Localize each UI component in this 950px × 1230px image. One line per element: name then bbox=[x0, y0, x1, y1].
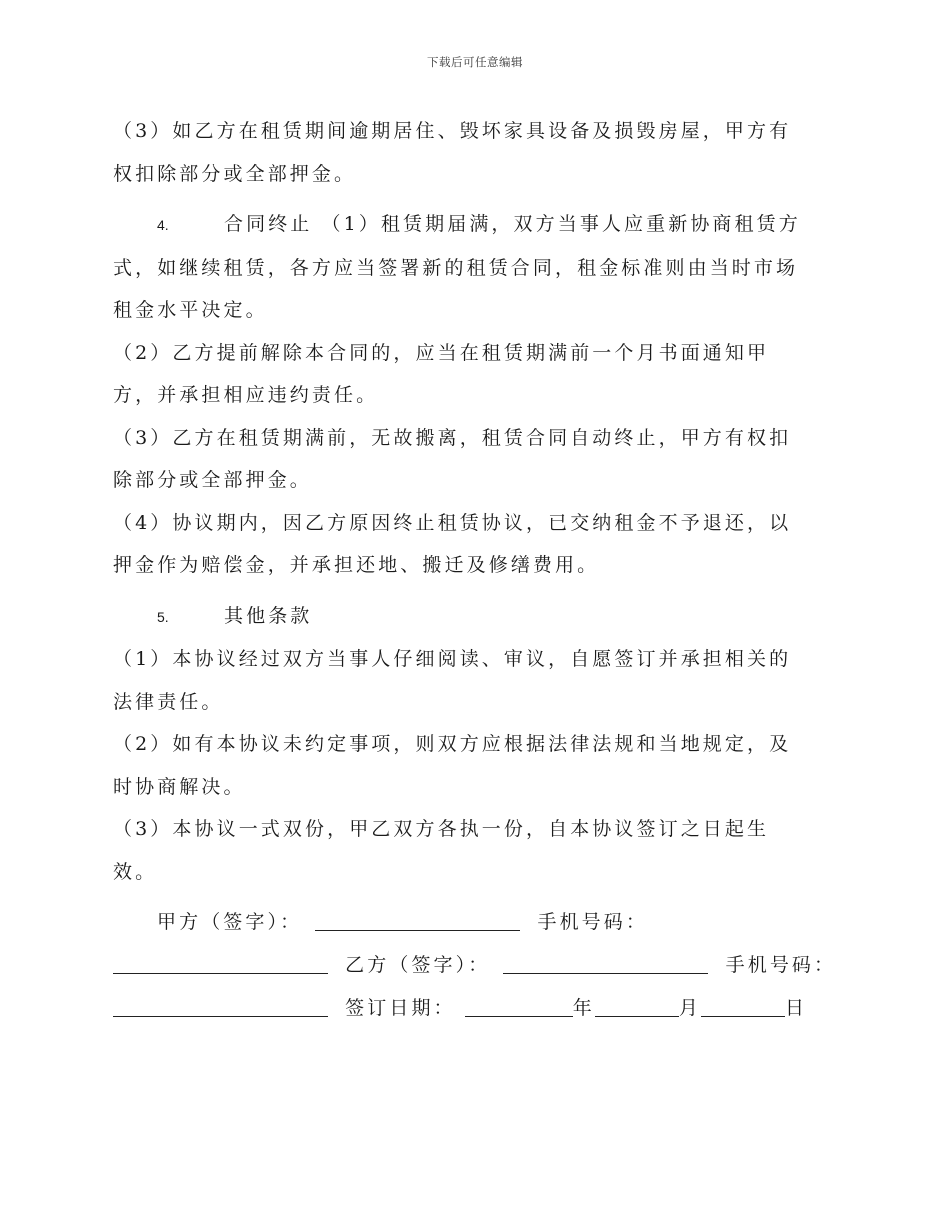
party-b-signature-field[interactable] bbox=[503, 951, 708, 974]
day-field[interactable] bbox=[701, 994, 785, 1017]
section-4 bbox=[113, 203, 803, 332]
year-field[interactable] bbox=[465, 994, 573, 1017]
clause-3-3: （3）如乙方在租赁期间逾期居住、毁坏家具设备及损毁房屋，甲方有权扣除部分或全部押金。 bbox=[113, 120, 792, 185]
signature-line-1 bbox=[113, 901, 803, 944]
day-label: 日 bbox=[785, 997, 808, 1019]
party-a-signature-field[interactable] bbox=[315, 908, 520, 931]
signature-line-2 bbox=[113, 944, 837, 987]
party-b-phone-field[interactable] bbox=[113, 994, 328, 1017]
document-body bbox=[113, 110, 837, 1030]
section-4-text: 合同终止 （1）租赁期届满，双方当事人应重新协商租赁方式，如继续租赁，各方应当签署新的租赁合同，租金标准则由当时市场租金水平决定。 bbox=[113, 213, 801, 321]
clause-5-2: （2）如有本协议未约定事项，则双方应根据法律法规和当地规定，及时协商解决。 bbox=[113, 733, 792, 798]
year-label: 年 bbox=[572, 997, 595, 1019]
clause-5-1: （1）本协议经过双方当事人仔细阅读、审议，自愿签订并承担相关的法律责任。 bbox=[113, 648, 792, 713]
section-5 bbox=[113, 595, 803, 639]
party-b-label: 乙方（签字）： bbox=[345, 954, 491, 976]
month-label: 月 bbox=[678, 997, 702, 1019]
phone-label-a: 手机号码： bbox=[537, 911, 648, 933]
section-5-title: 其他条款 bbox=[224, 604, 313, 627]
party-a-phone-field[interactable] bbox=[113, 951, 328, 974]
page-header: 下载后可任意编辑 bbox=[427, 55, 523, 69]
phone-label-b: 手机号码： bbox=[725, 954, 837, 976]
clause-4-2: （2）乙方提前解除本合同的，应当在租赁期满前一个月书面通知甲方，并承担相应违约责任。 bbox=[113, 341, 770, 406]
party-a-label: 甲方（签字）： bbox=[157, 911, 303, 933]
section-4-number: 4. bbox=[157, 217, 169, 233]
section-5-number: 5. bbox=[157, 608, 169, 625]
signature-line-3 bbox=[113, 987, 808, 1030]
date-label: 签订日期： bbox=[345, 997, 456, 1019]
month-field[interactable] bbox=[595, 994, 679, 1017]
clause-4-3: （3）乙方在租赁期满前，无故搬离，租赁合同自动终止，甲方有权扣除部分或全部押金。 bbox=[113, 426, 792, 491]
clause-5-3: （3）本协议一式双份，甲乙双方各执一份，自本协议签订之日起生效。 bbox=[113, 818, 770, 883]
clause-4-4: （4）协议期内，因乙方原因终止租赁协议，已交纳租金不予退还，以押金作为赔偿金，并承担还地、搬迁及修缮费用。 bbox=[113, 511, 792, 576]
